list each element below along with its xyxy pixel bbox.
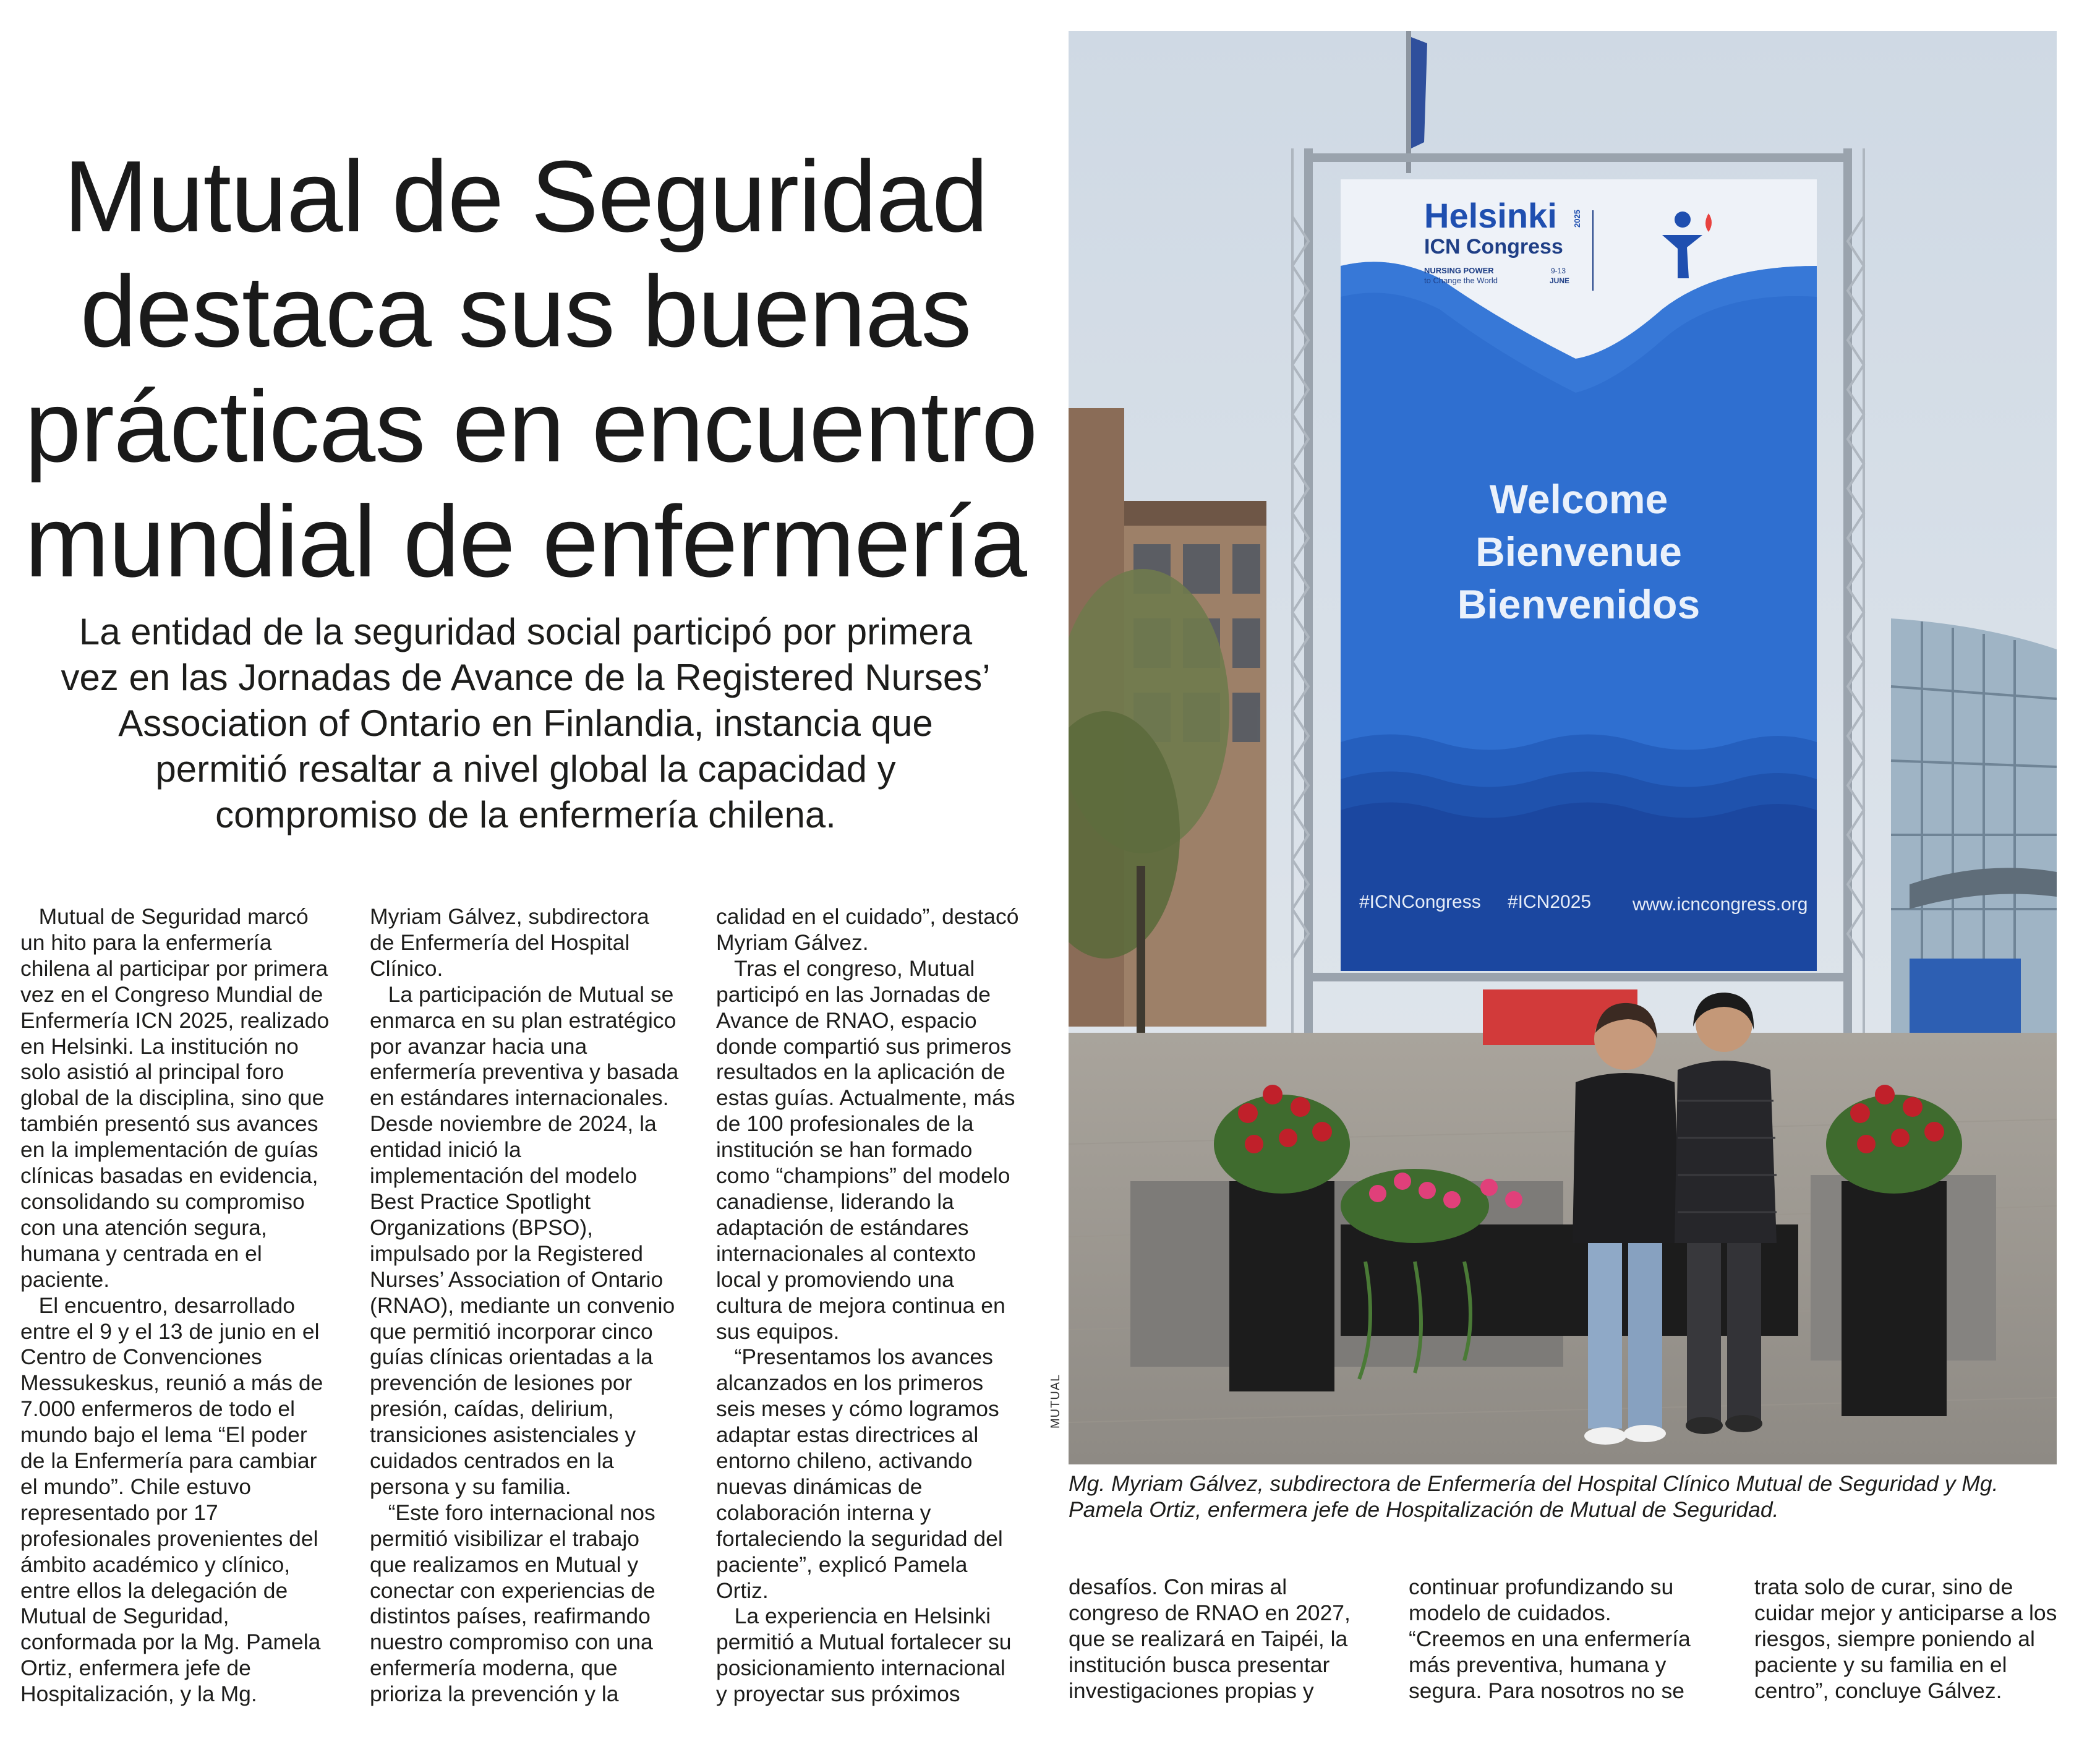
body-text-line: institución se han formado: [716, 1137, 973, 1163]
body-text-line: que permitió incorporar cinco: [370, 1318, 653, 1344]
body-text-line: cultura de mejora continua en: [716, 1292, 1005, 1318]
banner-brand-line2: ICN Congress: [1424, 235, 1563, 258]
congress-banner: [1341, 179, 1817, 971]
body-text-line: nuestro compromiso con una: [370, 1630, 653, 1655]
body-text-line: Clínico.: [370, 955, 443, 981]
photo-illustration: [1069, 31, 2057, 1464]
article-photo: [1069, 31, 2057, 1464]
body-text-line: Messukeskus, reunió a más de: [20, 1370, 323, 1396]
body-column-4: [1069, 1574, 1390, 1704]
body-text-line: con una atención segura,: [20, 1215, 267, 1240]
body-text-line: investigaciones propias y: [1069, 1678, 1314, 1703]
caption-line: Pamela Ortiz, enfermera jefe de Hospitalización de Mutual de Seguridad.: [1069, 1497, 1779, 1522]
caption-line: Mg. Myriam Gálvez, subdirectora de Enfermería del Hospital Clínico Mutual de Seguridad y Mg.: [1069, 1471, 1999, 1496]
body-text-line: paciente.: [20, 1267, 110, 1292]
body-text-line: por avanzar hacia una: [370, 1033, 587, 1059]
headline-line: Mutual de Seguridad: [63, 140, 988, 253]
body-text-line: canadiense, liderando la: [716, 1189, 954, 1214]
body-text-line: estas guías. Actualmente, más: [716, 1085, 1015, 1111]
body-text-line: Organizations (BPSO),: [370, 1215, 594, 1240]
banner-brand-line1: Helsinki: [1424, 196, 1557, 235]
body-text-line: también presentó sus avances: [20, 1111, 318, 1137]
body-text-line: riesgos, siempre poniendo al: [1754, 1626, 2035, 1651]
headline-line: prácticas en encuentro: [25, 370, 1038, 483]
body-text-line: fortaleciendo la seguridad del: [716, 1526, 1003, 1551]
body-text-line: donde compartió sus primeros: [716, 1033, 1012, 1059]
body-text-line: resultados en la aplicación de: [716, 1059, 1005, 1085]
body-text-line: Centro de Convenciones: [20, 1344, 262, 1370]
blue-booth: [1910, 959, 2021, 1033]
body-text-line: entidad inició la: [370, 1137, 521, 1163]
photo-credit: MUTUAL: [1049, 1374, 1062, 1429]
body-text-line: nuevas dinámicas de: [716, 1474, 923, 1499]
photo-caption: [1069, 1471, 2083, 1523]
body-text-line: 7.000 enfermeros de todo el: [20, 1396, 296, 1422]
body-text-line: consolidando su compromiso: [20, 1189, 305, 1214]
body-text-line: cuidar mejor y anticiparse a los: [1754, 1600, 2057, 1625]
body-text-line: enmarca en su plan estratégico: [370, 1007, 677, 1033]
banner-tagline2: to Change the World: [1424, 276, 1498, 285]
body-text-line: distintos países, reafirmando: [370, 1604, 651, 1629]
body-column-1: [20, 904, 345, 1707]
body-text-line: Tras el congreso, Mutual: [716, 955, 975, 981]
body-text-line: trata solo de curar, sino de: [1754, 1574, 2013, 1599]
body-text-line: El encuentro, desarrollado: [20, 1292, 296, 1318]
body-text-line: Best Practice Spotlight: [370, 1189, 591, 1214]
body-text-line: en la implementación de guías: [20, 1137, 318, 1163]
body-text-line: entorno chileno, activando: [716, 1448, 973, 1474]
deck-line: La entidad de la seguridad social participó por primera: [79, 611, 973, 652]
planter-right: [1826, 1085, 1962, 1416]
body-text-line: modelo de cuidados.: [1409, 1600, 1611, 1625]
flagpole: [1406, 31, 1411, 173]
banner-tagline1: NURSING POWER: [1424, 266, 1494, 275]
body-text-line: posicionamiento internacional: [716, 1656, 1005, 1681]
body-text-line: Ortiz, enfermera jefe de: [20, 1656, 251, 1681]
body-text-line: paciente”, explicó Pamela: [716, 1552, 968, 1577]
body-text-line: Myriam Gálvez.: [716, 929, 869, 955]
body-text-line: seis meses y cómo logramos: [716, 1396, 999, 1422]
body-text-line: Nurses’ Association of Ontario: [370, 1267, 664, 1292]
body-text-line: chilena al participar por primera: [20, 955, 328, 981]
body-text-line: “Presentamos los avances: [716, 1344, 993, 1370]
body-text-line: calidad en el cuidado”, destacó: [716, 904, 1019, 929]
body-text-line: Mutual de Seguridad marcó: [20, 904, 309, 929]
deck-line: Association of Ontario en Finlandia, instancia que: [118, 703, 933, 744]
body-text-line: prevención de lesiones por: [370, 1370, 633, 1396]
body-text-line: de 100 profesionales de la: [716, 1111, 974, 1137]
body-text-line: paciente y su familia en el: [1754, 1652, 2007, 1677]
body-text-line: transiciones asistenciales y: [370, 1422, 636, 1448]
banner-url: www.icncongress.org: [1633, 894, 1808, 915]
body-text-line: conectar con experiencias de: [370, 1578, 655, 1603]
banner-dates1: 9-13: [1551, 267, 1566, 275]
body-text-line: centro”, concluye Gálvez.: [1754, 1678, 2002, 1703]
body-text-line: participó en las Jornadas de: [716, 981, 991, 1007]
body-text-line: adaptar estas directrices al: [716, 1422, 979, 1448]
body-text-line: impulsado por la Registered: [370, 1241, 644, 1266]
banner-hashtag-2: #ICN2025: [1508, 892, 1592, 912]
body-column-5: [1409, 1574, 1730, 1704]
body-text-line: el mundo”. Chile estuvo: [20, 1474, 251, 1499]
body-text-line: en Helsinki. La institución no: [20, 1033, 299, 1059]
body-text-line: humana y centrada en el: [20, 1241, 262, 1266]
body-text-line: colaboración interna y: [716, 1500, 931, 1525]
body-text-line: solo asistió al principal foro: [20, 1059, 284, 1085]
body-text-line: alcanzados en los primeros: [716, 1370, 984, 1396]
body-text-line: conformada por la Mg. Pamela: [20, 1630, 321, 1655]
banner-hashtag-1: #ICNCongress: [1359, 892, 1481, 912]
deck-line: vez en las Jornadas de Avance de la Registered Nurses’: [61, 657, 991, 698]
body-text-line: presión, caídas, delirium,: [370, 1396, 614, 1422]
body-text-line: de Enfermería del Hospital: [370, 929, 630, 955]
body-text-line: “Este foro internacional nos: [370, 1500, 655, 1525]
body-text-line: congreso de RNAO en 2027,: [1069, 1600, 1351, 1625]
body-text-line: global de la disciplina, sino que: [20, 1085, 325, 1111]
body-text-line: más preventiva, humana y: [1409, 1652, 1667, 1677]
body-text-line: sus equipos.: [716, 1318, 840, 1344]
body-text-line: mundo bajo el lema “El poder: [20, 1422, 307, 1448]
body-text-line: en estándares internacionales.: [370, 1085, 669, 1111]
body-text-line: institución busca presentar: [1069, 1652, 1330, 1677]
body-text-line: como “champions” del modelo: [716, 1163, 1010, 1189]
body-text-line: permitió visibilizar el trabajo: [370, 1526, 640, 1551]
deck-subheadline: [37, 609, 1014, 838]
body-text-line: “Creemos en una enfermería: [1409, 1626, 1691, 1651]
body-text-line: ámbito académico y clínico,: [20, 1552, 291, 1577]
body-text-line: clínicas basadas en evidencia,: [20, 1163, 318, 1189]
body-text-line: local y promoviendo una: [716, 1267, 954, 1292]
body-text-line: adaptación de estándares: [716, 1215, 969, 1240]
body-text-line: continuar profundizando su: [1409, 1574, 1674, 1599]
body-text-line: un hito para la enfermería: [20, 929, 272, 955]
body-text-line: enfermería preventiva y basada: [370, 1059, 679, 1085]
banner-welcome-es: Bienvenidos: [1457, 581, 1701, 627]
body-text-line: implementación del modelo: [370, 1163, 638, 1189]
body-text-line: permitió a Mutual fortalecer su: [716, 1630, 1012, 1655]
deck-line: permitió resaltar a nivel global la capacidad y: [155, 748, 896, 790]
body-text-line: La participación de Mutual se: [370, 981, 674, 1007]
body-text-line: representado por 17: [20, 1500, 218, 1525]
body-text-line: segura. Para nosotros no se: [1409, 1678, 1684, 1703]
body-text-line: que realizamos en Mutual y: [370, 1552, 639, 1577]
banner-welcome-fr: Bienvenue: [1475, 529, 1682, 575]
body-text-line: cuidados centrados en la: [370, 1448, 614, 1474]
body-text-line: enfermería moderna, que: [370, 1656, 618, 1681]
body-text-line: vez en el Congreso Mundial de: [20, 981, 323, 1007]
body-text-line: (RNAO), mediante un convenio: [370, 1292, 675, 1318]
body-text-line: y proyectar sus próximos: [716, 1681, 960, 1707]
body-text-line: Desde noviembre de 2024, la: [370, 1111, 657, 1137]
body-text-line: Ortiz.: [716, 1578, 769, 1603]
body-text-line: internacionales al contexto: [716, 1241, 976, 1266]
body-text-line: de la Enfermería para cambiar: [20, 1448, 317, 1474]
headline-line: destaca sus buenas: [80, 255, 971, 368]
headline-line: mundial de enfermería: [25, 485, 1027, 598]
banner-welcome-en: Welcome: [1489, 476, 1668, 522]
body-text-line: que se realizará en Taipéi, la: [1069, 1626, 1348, 1651]
body-text-line: Avance de RNAO, espacio: [716, 1007, 977, 1033]
headline: [25, 139, 1038, 599]
body-column-3: [716, 904, 1041, 1707]
body-text-line: guías clínicas orientadas a la: [370, 1344, 653, 1370]
body-text-line: Mutual de Seguridad,: [20, 1604, 229, 1629]
deck-line: compromiso de la enfermería chilena.: [215, 794, 836, 835]
body-text-line: Enfermería ICN 2025, realizado: [20, 1007, 330, 1033]
planter-left: [1214, 1085, 1350, 1391]
body-text-line: Hospitalización, y la Mg.: [20, 1681, 257, 1707]
body-text-line: La experiencia en Helsinki: [716, 1604, 991, 1629]
body-text-line: persona y su familia.: [370, 1474, 571, 1499]
body-text-line: entre el 9 y el 13 de junio en el: [20, 1318, 320, 1344]
body-column-6: [1754, 1574, 2088, 1704]
body-text-line: desafíos. Con miras al: [1069, 1574, 1287, 1599]
body-text-line: Myriam Gálvez, subdirectora: [370, 904, 649, 929]
body-text-line: prioriza la prevención y la: [370, 1681, 619, 1707]
body-column-2: [370, 904, 694, 1707]
body-text-line: entre ellos la delegación de: [20, 1578, 288, 1603]
banner-dates2: JUNE: [1550, 276, 1570, 285]
body-text-line: profesionales provenientes del: [20, 1526, 318, 1551]
banner-brand-year: 2025: [1573, 210, 1582, 228]
